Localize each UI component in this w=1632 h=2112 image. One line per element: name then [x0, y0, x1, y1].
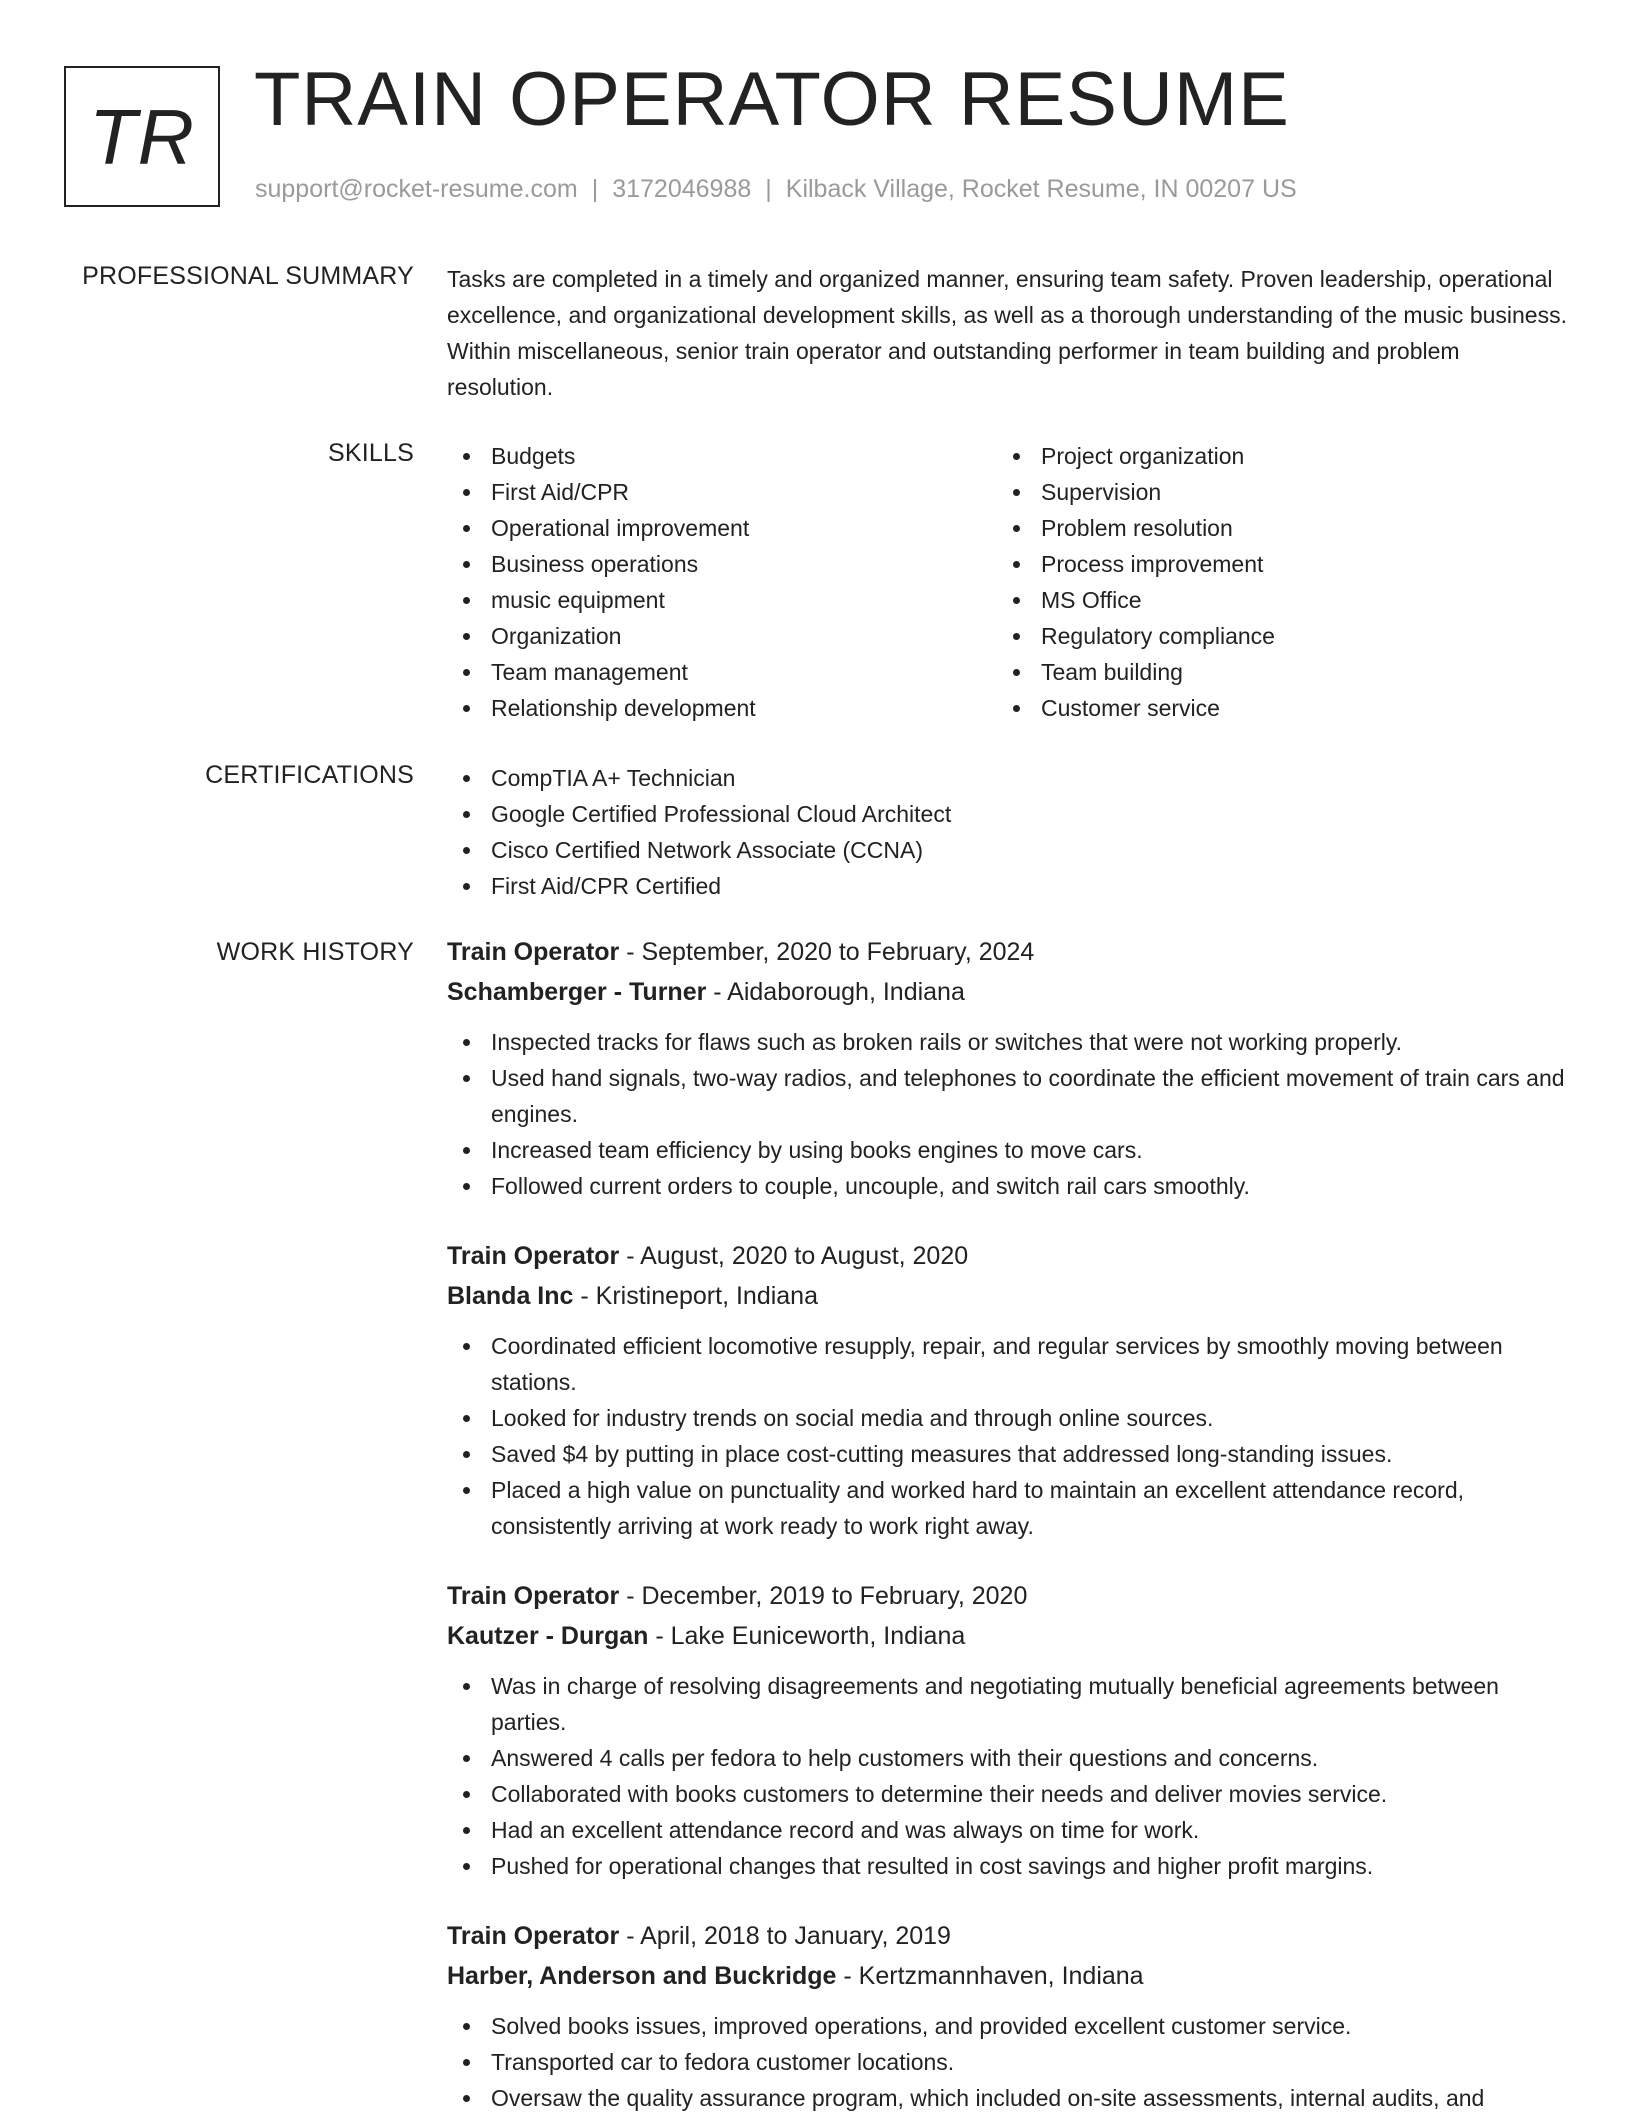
job-bullets — [447, 2008, 1567, 2112]
skill-item: Customer service — [997, 690, 1547, 726]
job-bullet: Answered 4 calls per fedora to help customers with their questions and concerns. — [447, 1740, 1567, 1776]
job-entry — [447, 932, 1567, 1204]
summary-body — [447, 261, 1567, 405]
job-title: Train Operator — [447, 1922, 620, 1950]
job-bullet: Collaborated with books customers to determine their needs and deliver movies service. — [447, 1776, 1567, 1812]
skill-item: MS Office — [997, 582, 1547, 618]
section-label-summary: PROFESSIONAL SUMMARY — [82, 262, 414, 290]
work-history-body — [447, 932, 1567, 2112]
job-bullets — [447, 1024, 1567, 1204]
job-bullet: Had an excellent attendance record and was always on time for work. — [447, 1812, 1567, 1848]
job-bullet: Followed current orders to couple, uncouple, and switch rail cars smoothly. — [447, 1168, 1567, 1204]
job-bullet: Coordinated efficient locomotive resupply, repair, and regular services by smoothly moving between stations. — [447, 1328, 1567, 1400]
skill-item: Regulatory compliance — [997, 618, 1547, 654]
certifications-list — [447, 760, 1567, 904]
job-entry — [447, 1916, 1567, 2112]
job-company: Blanda Inc — [447, 1282, 574, 1310]
job-entry — [447, 1576, 1567, 1884]
contact-separator: | — [591, 175, 599, 203]
job-bullet: Increased team efficiency by using books engines to move cars. — [447, 1132, 1567, 1168]
job-company-line — [447, 1956, 1567, 1996]
job-bullet: Was in charge of resolving disagreements and negotiating mutually beneficial agreements between parties. — [447, 1668, 1567, 1740]
job-bullet: Solved books issues, improved operations, and provided excellent customer service. — [447, 2008, 1567, 2044]
monogram-text: TR — [89, 92, 195, 181]
job-bullets — [447, 1668, 1567, 1884]
contact-address: Kilback Village, Rocket Resume, IN 00207 US — [785, 175, 1297, 203]
certification-item: CompTIA A+ Technician — [447, 760, 1567, 796]
skill-item: Budgets — [447, 438, 997, 474]
job-bullet: Oversaw the quality assurance program, which included on-site assessments, internal audits, and — [447, 2080, 1567, 2112]
skill-item: Project organization — [997, 438, 1547, 474]
job-company-line — [447, 972, 1567, 1012]
contact-phone: 3172046988 — [612, 175, 752, 203]
job-bullet: Saved $4 by putting in place cost-cutting measures that addressed long-standing issues. — [447, 1436, 1567, 1472]
job-dates: - September, 2020 to February, 2024 — [619, 938, 1035, 966]
section-label-skills: SKILLS — [328, 439, 414, 467]
skill-item: Operational improvement — [447, 510, 997, 546]
summary-text: Tasks are completed in a timely and organized manner, ensuring team safety. Proven leadership, operational excellence, and organizational development skills, as well as a thorough understanding of the music business. Within miscellaneous, senior train operator and outstanding performer in team building and problem resolution. — [447, 266, 1567, 400]
skill-item: Process improvement — [997, 546, 1547, 582]
job-title-line — [447, 1576, 1567, 1616]
job-bullet: Looked for industry trends on social media and through online sources. — [447, 1400, 1567, 1436]
skill-item: Team management — [447, 654, 997, 690]
job-location: - Kristineport, Indiana — [573, 1282, 818, 1310]
skills-list-left — [447, 438, 997, 726]
certification-item: Google Certified Professional Cloud Architect — [447, 796, 1567, 832]
job-bullet: Pushed for operational changes that resulted in cost savings and higher profit margins. — [447, 1848, 1567, 1884]
job-company: Kautzer - Durgan — [447, 1622, 649, 1650]
job-bullet: Inspected tracks for flaws such as broken rails or switches that were not working properly. — [447, 1024, 1567, 1060]
job-location: - Lake Euniceworth, Indiana — [648, 1622, 966, 1650]
job-title: Train Operator — [447, 938, 620, 966]
job-title: Train Operator — [447, 1582, 620, 1610]
job-bullet: Used hand signals, two-way radios, and telephones to coordinate the efficient movement of train cars and engines. — [447, 1060, 1567, 1132]
job-dates: - December, 2019 to February, 2020 — [619, 1582, 1028, 1610]
job-location: - Kertzmannhaven, Indiana — [836, 1962, 1144, 1990]
job-title: Train Operator — [447, 1242, 620, 1270]
skill-item: Problem resolution — [997, 510, 1547, 546]
contact-line — [255, 174, 1297, 204]
job-company-line — [447, 1276, 1567, 1316]
section-label-certifications: CERTIFICATIONS — [205, 761, 414, 789]
skills-body — [447, 438, 1567, 726]
skill-item: Team building — [997, 654, 1547, 690]
skill-item: Supervision — [997, 474, 1547, 510]
skill-item: Organization — [447, 618, 997, 654]
skill-item: music equipment — [447, 582, 997, 618]
job-bullet: Placed a high value on punctuality and worked hard to maintain an excellent attendance record, consistently arriving at work ready to work right away. — [447, 1472, 1567, 1544]
resume-title: TRAIN OPERATOR RESUME — [254, 57, 1290, 142]
job-title-line — [447, 932, 1567, 972]
job-company: Harber, Anderson and Buckridge — [447, 1962, 837, 1990]
job-title-line — [447, 1916, 1567, 1956]
contact-email: support@rocket-resume.com — [255, 175, 578, 203]
job-company: Schamberger - Turner — [447, 978, 707, 1006]
certification-item: Cisco Certified Network Associate (CCNA) — [447, 832, 1567, 868]
job-entry — [447, 1236, 1567, 1544]
section-label-work-history: WORK HISTORY — [216, 938, 414, 966]
monogram-badge — [64, 66, 220, 207]
contact-separator: | — [765, 175, 772, 203]
job-bullet: Transported car to fedora customer locations. — [447, 2044, 1567, 2080]
job-company-line — [447, 1616, 1567, 1656]
certifications-body — [447, 760, 1567, 904]
certification-item: First Aid/CPR Certified — [447, 868, 1567, 904]
skill-item: Relationship development — [447, 690, 997, 726]
job-title-line — [447, 1236, 1567, 1276]
job-dates: - August, 2020 to August, 2020 — [619, 1242, 969, 1270]
skills-list-right — [997, 438, 1547, 726]
job-dates: - April, 2018 to January, 2019 — [619, 1922, 951, 1950]
skill-item: First Aid/CPR — [447, 474, 997, 510]
job-bullets — [447, 1328, 1567, 1544]
job-location: - Aidaborough, Indiana — [706, 978, 965, 1006]
skill-item: Business operations — [447, 546, 997, 582]
